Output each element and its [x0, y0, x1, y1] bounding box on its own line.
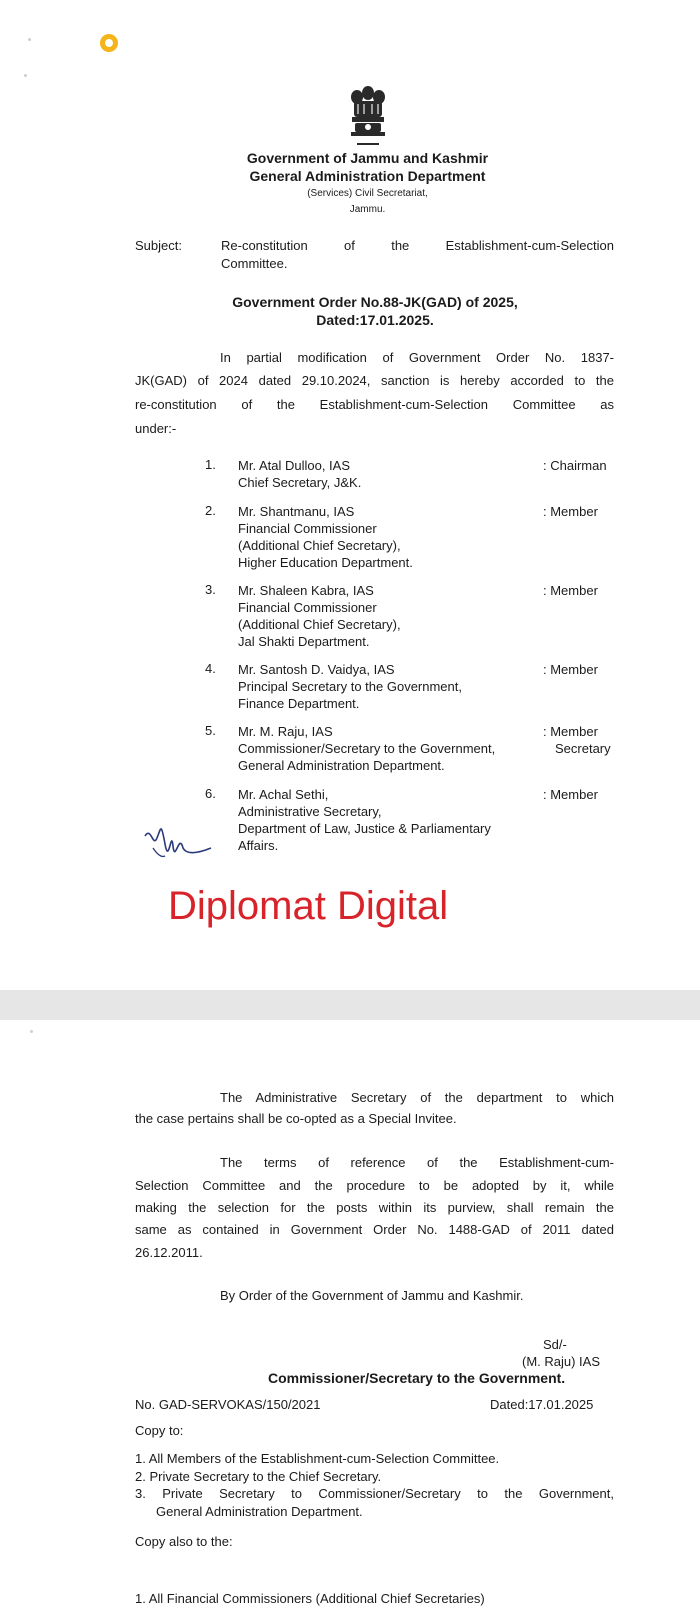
- invitee-line-2: the case pertains shall be co-opted as a Special Invitee.: [135, 1111, 457, 1126]
- department-name: General Administration Department: [249, 168, 486, 184]
- member-designation-line: Higher Education Department.: [238, 555, 413, 570]
- invitee-line-1: The Administrative Secretary of the department to which: [220, 1090, 614, 1105]
- member-role-line: : Member: [543, 787, 598, 802]
- intro-line-1: In partial modification of Government Order No. 1837-: [220, 350, 614, 365]
- member-number: 1.: [205, 457, 216, 472]
- order-dated: Dated:17.01.2025.: [316, 312, 434, 328]
- member-number: 6.: [205, 786, 216, 801]
- copy-also-label: Copy also to the:: [135, 1534, 233, 1549]
- signatory-name: (M. Raju) IAS: [522, 1354, 601, 1369]
- signatory-designation: Commissioner/Secretary to the Government.: [268, 1370, 566, 1386]
- government-name: Government of Jammu and Kashmir: [246, 150, 489, 166]
- terms-line-2: Selection Committee and the procedure to be adopted by it, while: [135, 1178, 614, 1193]
- member-designation-line: Financial Commissioner: [238, 521, 377, 536]
- member-number: 2.: [205, 503, 216, 518]
- terms-line-4: same as contained in Government Order No. 1488-GAD of 2011 dated: [135, 1222, 614, 1237]
- member-details: [238, 582, 401, 650]
- office-city: Jammu.: [349, 204, 386, 215]
- member-role: [543, 582, 598, 599]
- member-designation-line: Department of Law, Justice & Parliamentary: [238, 821, 491, 836]
- watermark-text: Diplomat Digital: [168, 884, 449, 928]
- member-details: [238, 723, 495, 774]
- member-designation-line: Financial Commissioner: [238, 600, 377, 615]
- member-details: [238, 661, 462, 712]
- member-role: [543, 661, 598, 678]
- member-name: Mr. Santosh D. Vaidya, IAS: [238, 662, 395, 677]
- member-designation-line: Administrative Secretary,: [238, 804, 382, 819]
- reference-number: No. GAD-SERVOKAS/150/2021: [135, 1397, 321, 1412]
- subject-line-2: Committee.: [221, 256, 288, 271]
- member-designation-line: Commissioner/Secretary to the Government,: [238, 741, 496, 756]
- by-order-text: By Order of the Government of Jammu and Kashmir.: [220, 1288, 524, 1303]
- order-title: Government Order No.88-JK(GAD) of 2025,: [232, 294, 518, 310]
- terms-line-1: The terms of reference of the Establishment-cum-: [220, 1155, 614, 1170]
- intro-line-3: re-constitution of the Establishment-cum-Selection Committee as: [135, 397, 614, 412]
- member-role-line: : Chairman: [543, 458, 607, 473]
- member-details: [238, 457, 361, 491]
- member-role: [543, 503, 598, 520]
- member-designation-line: Chief Secretary, J&K.: [238, 475, 362, 490]
- intro-line-4: under:-: [135, 421, 177, 436]
- intro-line-2: JK(GAD) of 2024 dated 29.10.2024, sanction is hereby accorded to the: [135, 373, 614, 388]
- member-name: Mr. Achal Sethi,: [238, 787, 329, 802]
- member-role-line: : Member: [543, 724, 598, 739]
- member-role: [543, 723, 611, 757]
- order-page-2: [0, 1020, 700, 1606]
- copy-to-label: Copy to:: [135, 1423, 184, 1438]
- copy-to-item-3-line-2: General Administration Department.: [156, 1504, 363, 1519]
- member-designation-line: Affairs.: [238, 838, 279, 853]
- member-name: Mr. Shaleen Kabra, IAS: [238, 583, 374, 598]
- member-role-line: : Member: [543, 504, 598, 519]
- member-details: [238, 786, 491, 854]
- state-emblem-icon: [345, 83, 391, 153]
- member-number: 4.: [205, 661, 216, 676]
- copy-to-item-1: 1. All Members of the Establishment-cum-Selection Committee.: [135, 1451, 500, 1466]
- member-name: Mr. Atal Dulloo, IAS: [238, 458, 350, 473]
- office-address: (Services) Civil Secretariat,: [307, 188, 428, 199]
- member-designation-line: Principal Secretary to the Government,: [238, 679, 462, 694]
- member-name: Mr. Shantmanu, IAS: [238, 504, 355, 519]
- member-designation-line: (Additional Chief Secretary),: [238, 538, 401, 553]
- copy-also-item-1: 1. All Financial Commissioners (Additional Chief Secretaries): [135, 1591, 485, 1606]
- terms-line-5: 26.12.2011.: [135, 1245, 203, 1260]
- member-designation-line: General Administration Department.: [238, 758, 445, 773]
- member-designation-line: Finance Department.: [238, 696, 360, 711]
- member-role-line: Secretary: [555, 741, 611, 756]
- member-number: 3.: [205, 582, 216, 597]
- page-separator: [0, 990, 700, 1020]
- member-role: [543, 786, 598, 803]
- member-designation-line: Jal Shakti Department.: [238, 634, 370, 649]
- member-role: [543, 457, 607, 474]
- annotation-marker-icon[interactable]: [100, 34, 118, 52]
- subject-line-1: Re-constitution of the Establishment-cum-Selection: [221, 238, 614, 253]
- member-designation-line: (Additional Chief Secretary),: [238, 617, 401, 632]
- member-name: Mr. M. Raju, IAS: [238, 724, 333, 739]
- member-details: [238, 503, 413, 571]
- reference-date: Dated:17.01.2025: [490, 1397, 594, 1412]
- subject-label: Subject:: [135, 238, 182, 253]
- member-number: 5.: [205, 723, 216, 738]
- member-role-line: : Member: [543, 662, 598, 677]
- handwritten-signature-icon: [143, 818, 213, 863]
- terms-line-3: making the selection for the posts within its purview, shall remain the: [135, 1200, 614, 1215]
- signed-mark: Sd/-: [543, 1337, 567, 1352]
- member-role-line: : Member: [543, 583, 598, 598]
- copy-to-item-2: 2. Private Secretary to the Chief Secretary.: [135, 1469, 382, 1484]
- copy-to-item-3-line-1: 3. Private Secretary to Commissioner/Secretary to the Government,: [135, 1486, 614, 1501]
